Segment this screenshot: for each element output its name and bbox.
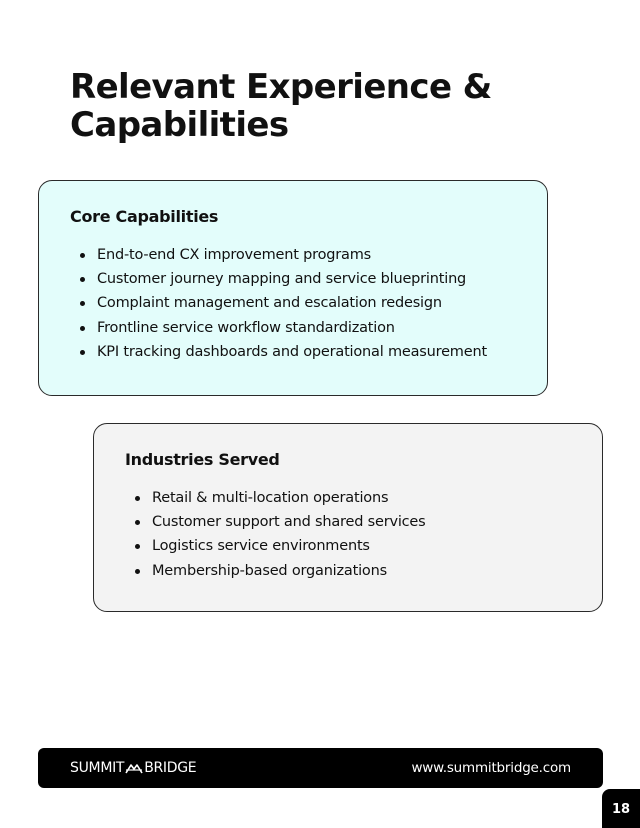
- core-capabilities-card: [38, 180, 548, 396]
- mountain-logo-icon: [125, 762, 143, 774]
- list-item: Retail & multi-location operations: [152, 486, 426, 510]
- page-title: Relevant Experience & Capabilities: [70, 67, 492, 145]
- footer-bar: [38, 748, 603, 788]
- list-item: KPI tracking dashboards and operational measurement: [97, 340, 487, 364]
- list-item: Membership-based organizations: [152, 559, 426, 583]
- list-item: End-to-end CX improvement programs: [97, 243, 487, 267]
- core-capabilities-heading: Core Capabilities: [70, 207, 219, 226]
- industries-served-card: [93, 423, 603, 612]
- list-item: Customer support and shared services: [152, 510, 426, 534]
- brand-name-left: SUMMIT: [70, 760, 125, 776]
- list-item: Logistics service environments: [152, 534, 426, 558]
- list-item: Customer journey mapping and service blueprinting: [97, 267, 487, 291]
- industries-served-heading: Industries Served: [125, 450, 280, 469]
- industries-served-list: [152, 486, 426, 583]
- list-item: Frontline service workflow standardization: [97, 316, 487, 340]
- brand-name-right: BRIDGE: [144, 760, 197, 776]
- list-item: Complaint management and escalation redesign: [97, 291, 487, 315]
- brand-logo: [70, 748, 196, 788]
- core-capabilities-list: [97, 243, 487, 364]
- page-number: 18: [602, 789, 640, 828]
- footer-url: www.summitbridge.com: [411, 760, 571, 776]
